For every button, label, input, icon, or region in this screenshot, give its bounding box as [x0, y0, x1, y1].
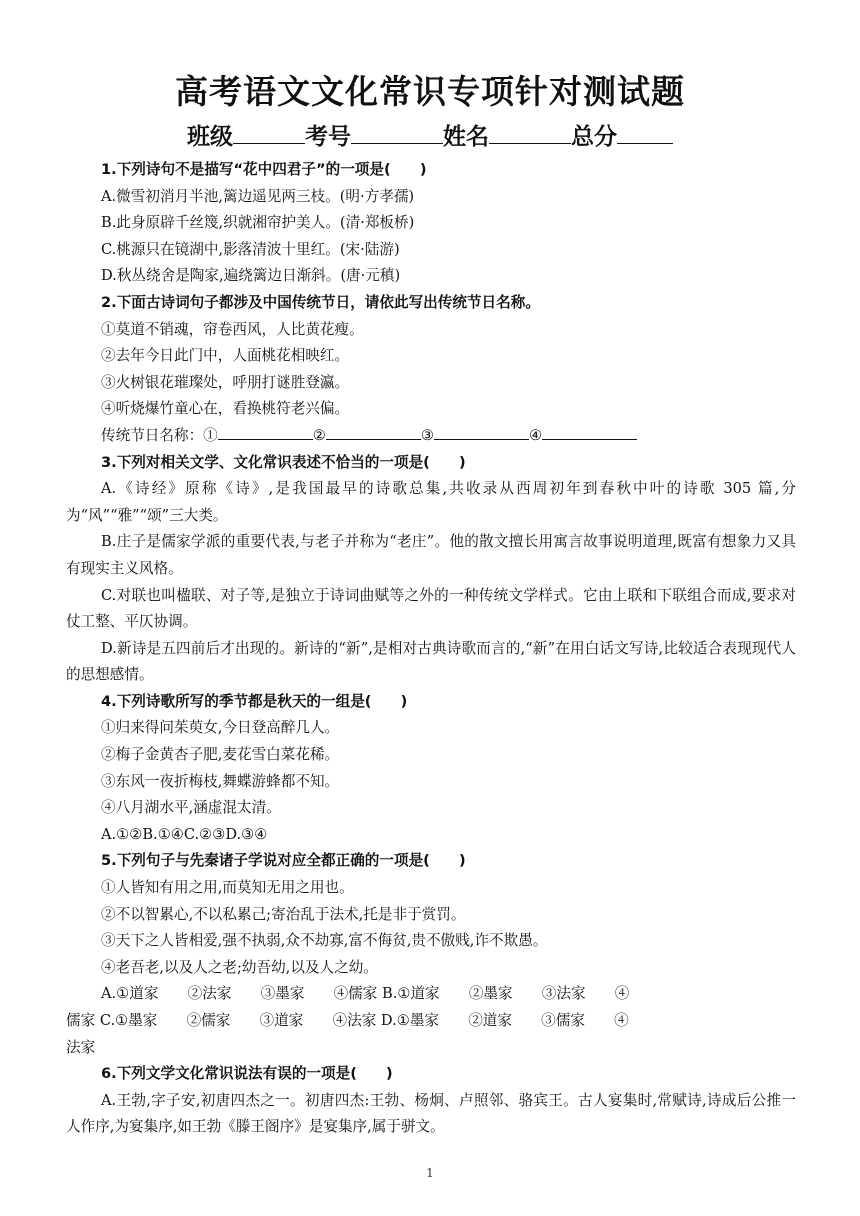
- question-4-line-1: ①归来得问茱萸女,今日登高醉几人。: [101, 719, 340, 737]
- class-label: 班级: [187, 124, 233, 150]
- question-1-option-c: C.桃源只在镜湖中,影落清波十里红。(宋·陆游): [101, 240, 400, 258]
- question-2-answer-row: [66, 423, 796, 450]
- question-4-line-2: ②梅子金黄杏子肥,麦花雪白菜花稀。: [101, 746, 340, 764]
- student-info-line: [0, 118, 860, 151]
- question-5-options-row-1: A.①道家 ②法家 ③墨家 ④儒家 B.①道家 ②墨家 ③法家 ④: [101, 985, 630, 1003]
- question-5-line-4: ④老吾老,以及人之老;幼吾幼,以及人之幼。: [101, 958, 378, 976]
- question-3-option-d: D.新诗是五四前后才出现的。新诗的“新”,是相对古典诗歌而言的,“新”在用白话文写诗,比较适合表现现代人的思想感情。: [66, 639, 796, 684]
- answer-blank-3[interactable]: [434, 423, 529, 440]
- exam-no-blank[interactable]: [351, 121, 443, 144]
- festival-answer-label: 传统节日名称：: [101, 426, 204, 444]
- question-list: [66, 157, 796, 1141]
- question-4-stem: 4.下列诗歌所写的季节都是秋天的一组是( ): [101, 692, 408, 710]
- question-5-options-row-3: 法家: [66, 1038, 96, 1056]
- question-5-line-2: ②不以智累心,不以私累己;寄治乱于法术,托是非于赏罚。: [101, 905, 466, 923]
- question-2-line-4: ④听烧爆竹童心在，看换桃符老兴偏。: [101, 400, 350, 418]
- score-blank[interactable]: [617, 121, 673, 144]
- question-3-stem: 3.下列对相关文学、文化常识表述不恰当的一项是( ): [101, 453, 466, 471]
- question-4-options: A.①②B.①④C.②③D.③④: [101, 825, 268, 843]
- question-2-stem: 2.下面古诗词句子都涉及中国传统节日，请依此写出传统节日名称。: [101, 293, 540, 311]
- question-5-options-row-2: 儒家 C.①墨家 ②儒家 ③道家 ④法家 D.①墨家 ②道家 ③儒家 ④: [66, 1012, 629, 1029]
- exam-no-label: 考号: [305, 124, 351, 150]
- page-number: 1: [426, 1166, 434, 1180]
- question-2-line-2: ②去年今日此门中，人面桃花相映红。: [101, 347, 350, 365]
- question-6-stem: 6.下列文学文化常识说法有误的一项是( ): [101, 1065, 393, 1083]
- question-3-option-b: B.庄子是儒家学派的重要代表,与老子并称为“老庄”。他的散文擅长用寓言故事说明道理,既富有想象力又具有现实主义风格。: [66, 533, 796, 577]
- question-5-line-1: ①人皆知有用之用,而莫知无用之用也。: [101, 879, 354, 897]
- question-1-option-b: B.此身原辟千丝篾,织就湘帘护美人。(清·郑板桥): [101, 214, 415, 232]
- question-4-line-4: ④八月湖水平,涵虚混太清。: [101, 799, 281, 817]
- question-2-line-3: ③火树银花璀璨处，呼朋打谜胜登瀛。: [101, 373, 350, 391]
- class-blank[interactable]: [233, 121, 305, 144]
- answer-mark-1: ①: [203, 426, 218, 444]
- answer-blank-4[interactable]: [542, 423, 637, 440]
- answer-blank-2[interactable]: [326, 423, 421, 440]
- answer-mark-3: ③: [420, 426, 434, 444]
- question-1-stem: 1.下列诗句不是描写“花中四君子”的一项是( ): [101, 161, 427, 178]
- score-label: 总分: [571, 124, 617, 150]
- name-blank[interactable]: [489, 121, 571, 144]
- question-5-stem: 5.下列句子与先秦诸子学说对应全都正确的一项是( ): [101, 852, 466, 870]
- answer-mark-2: ②: [312, 426, 326, 444]
- question-4-line-3: ③东风一夜折梅枝,舞蝶游蜂都不知。: [101, 772, 340, 790]
- question-1-option-a: A.微雪初消月半池,篱边遥见两三枝。(明·方孝孺): [101, 187, 415, 205]
- page-title: 高考语文文化常识专项针对测试题: [175, 72, 685, 111]
- name-label: 姓名: [443, 124, 489, 150]
- answer-mark-4: ④: [528, 426, 543, 444]
- question-1-option-d: D.秋丛绕舍是陶家,遍绕篱边日渐斜。(唐·元稹): [101, 267, 401, 285]
- question-2-line-1: ①莫道不销魂，帘卷西风，人比黄花瘦。: [101, 320, 364, 338]
- question-5-line-3: ③天下之人皆相爱,强不执弱,众不劫寡,富不侮贫,贵不傲贱,诈不欺愚。: [101, 932, 548, 950]
- answer-blank-1[interactable]: [218, 423, 313, 440]
- question-6-option-a: A.王勃,字子安,初唐四杰之一。初唐四杰:王勃、杨炯、卢照邻、骆宾王。古人宴集时,常赋诗,诗成后公推一人作序,为宴集序,如王勃《滕王阁序》是宴集序,属于骈文。: [66, 1091, 796, 1136]
- question-3-option-a: A.《诗经》原称《诗》,是我国最早的诗歌总集,共收录从西周初年到春秋中叶的诗歌 305 篇,分为“风”“雅”“颂”三大类。: [66, 480, 796, 524]
- question-3-option-c: C.对联也叫楹联、对子等,是独立于诗词曲赋等之外的一种传统文学样式。它由上联和下联组合而成,要求对仗工整、平仄协调。: [66, 586, 796, 631]
